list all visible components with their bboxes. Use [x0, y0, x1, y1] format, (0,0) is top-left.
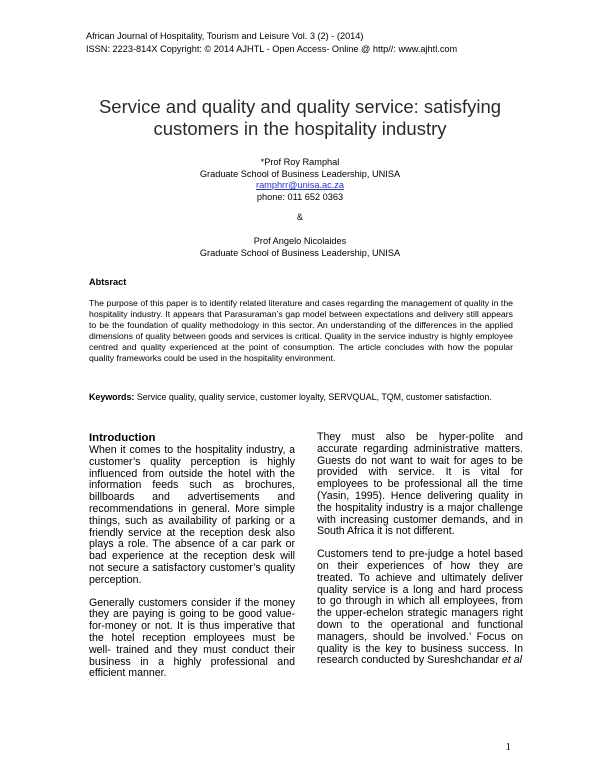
- right-paragraph-1: They must also be hyper-polite and accurate regarding administrative matters. Guests do not want to wait for ages to be provided with service. It is vital for employees to be professional all the time (Yasin, 1995). Hence delivering quality in the hospitality industry is a major challenge with increasing customer demands, and in South Africa it is not different.: [317, 431, 523, 538]
- issn-line: ISSN: 2223-814X Copyright: © 2014 AJHTL - Open Access- Online @ http//: www.ajhtl.com: [86, 44, 458, 54]
- paper-title-line-2: customers in the hospitality industry: [153, 118, 447, 139]
- author-1-name: *Prof Roy Ramphal: [260, 157, 340, 167]
- journal-title-line: African Journal of Hospitality, Tourism and Leisure Vol. 3 (2) - (2014): [86, 31, 364, 41]
- keywords-text: Service quality, quality service, customer loyalty, SERVQUAL, TQM, customer satisfaction.: [134, 392, 492, 402]
- author-1-email-link[interactable]: ramphrr@unisa.ac.za: [256, 180, 344, 190]
- right-column: [317, 432, 523, 678]
- keywords-label: Keywords:: [89, 392, 135, 402]
- page-number: 1: [505, 741, 511, 753]
- author-1-phone: phone: 011 652 0363: [256, 191, 344, 202]
- left-column: [89, 432, 295, 691]
- author-1-block: [60, 157, 540, 203]
- author-separator: &: [296, 212, 304, 222]
- right-paragraph-2-italic: et al: [498, 654, 522, 667]
- journal-header: [86, 30, 457, 56]
- paper-title-line-1: Service and quality and quality service: satisfying: [98, 96, 502, 117]
- left-paragraph-1: When it comes to the hospitality industry, a customer’s quality perception is highly influenced from outside the hotel with the information feeds such as brochures, billboards and advertisements and recommendations in general. More simple things, such as availability of parking or a friendly service at the reception desk also plays a role. The absence of a car park or bad experience at the reception desk will not secure a satisfactory customer’s quality perception.: [89, 444, 295, 586]
- author-2-name: Prof Angelo Nicolaides: [253, 236, 347, 246]
- author-1-affiliation: Graduate School of Business Leadership, UNISA: [199, 168, 401, 179]
- right-paragraph-2: [317, 549, 523, 667]
- left-paragraph-2: Generally customers consider if the money they are paying is going to be good value-for-money or not. It is thus imperative that the hotel reception employees must be well- trained and they must conduct their business in a highly professional and efficient manner.: [89, 596, 295, 680]
- author-2-affiliation: Graduate School of Business Leadership, UNISA: [199, 247, 401, 258]
- abstract-heading: Abtsract: [89, 277, 127, 287]
- paper-title: [60, 96, 540, 140]
- keywords: [89, 392, 513, 404]
- introduction-heading: Introduction: [89, 432, 156, 444]
- author-2-block: [60, 236, 540, 259]
- right-paragraph-2-text: Customers tend to pre-judge a hotel based on their experiences of how they are treated. To achieve and ultimately deliver quality service is a long and hard process to go through in which all employees, from the upper-echelon strategic managers right down to the operational and functional managers, should be involved.’ Focus on quality is the key to business success. In research conducted by Sureshchandar: [317, 548, 523, 667]
- abstract-text: The purpose of this paper is to identify related literature and cases regarding the management of quality in the hospitality industry. It appears that Parasuraman’s gap model between expectations and delivery still appears to be the foundation of quality methodology in this sector. An understanding of the differences in the applied dimensions of quality between goods and services is critical. Quality in the service industry is highly employee centred and quality experienced at the point of consumption. The article concludes with how the popular quality frameworks could be used in the hospitality environment.: [89, 298, 513, 364]
